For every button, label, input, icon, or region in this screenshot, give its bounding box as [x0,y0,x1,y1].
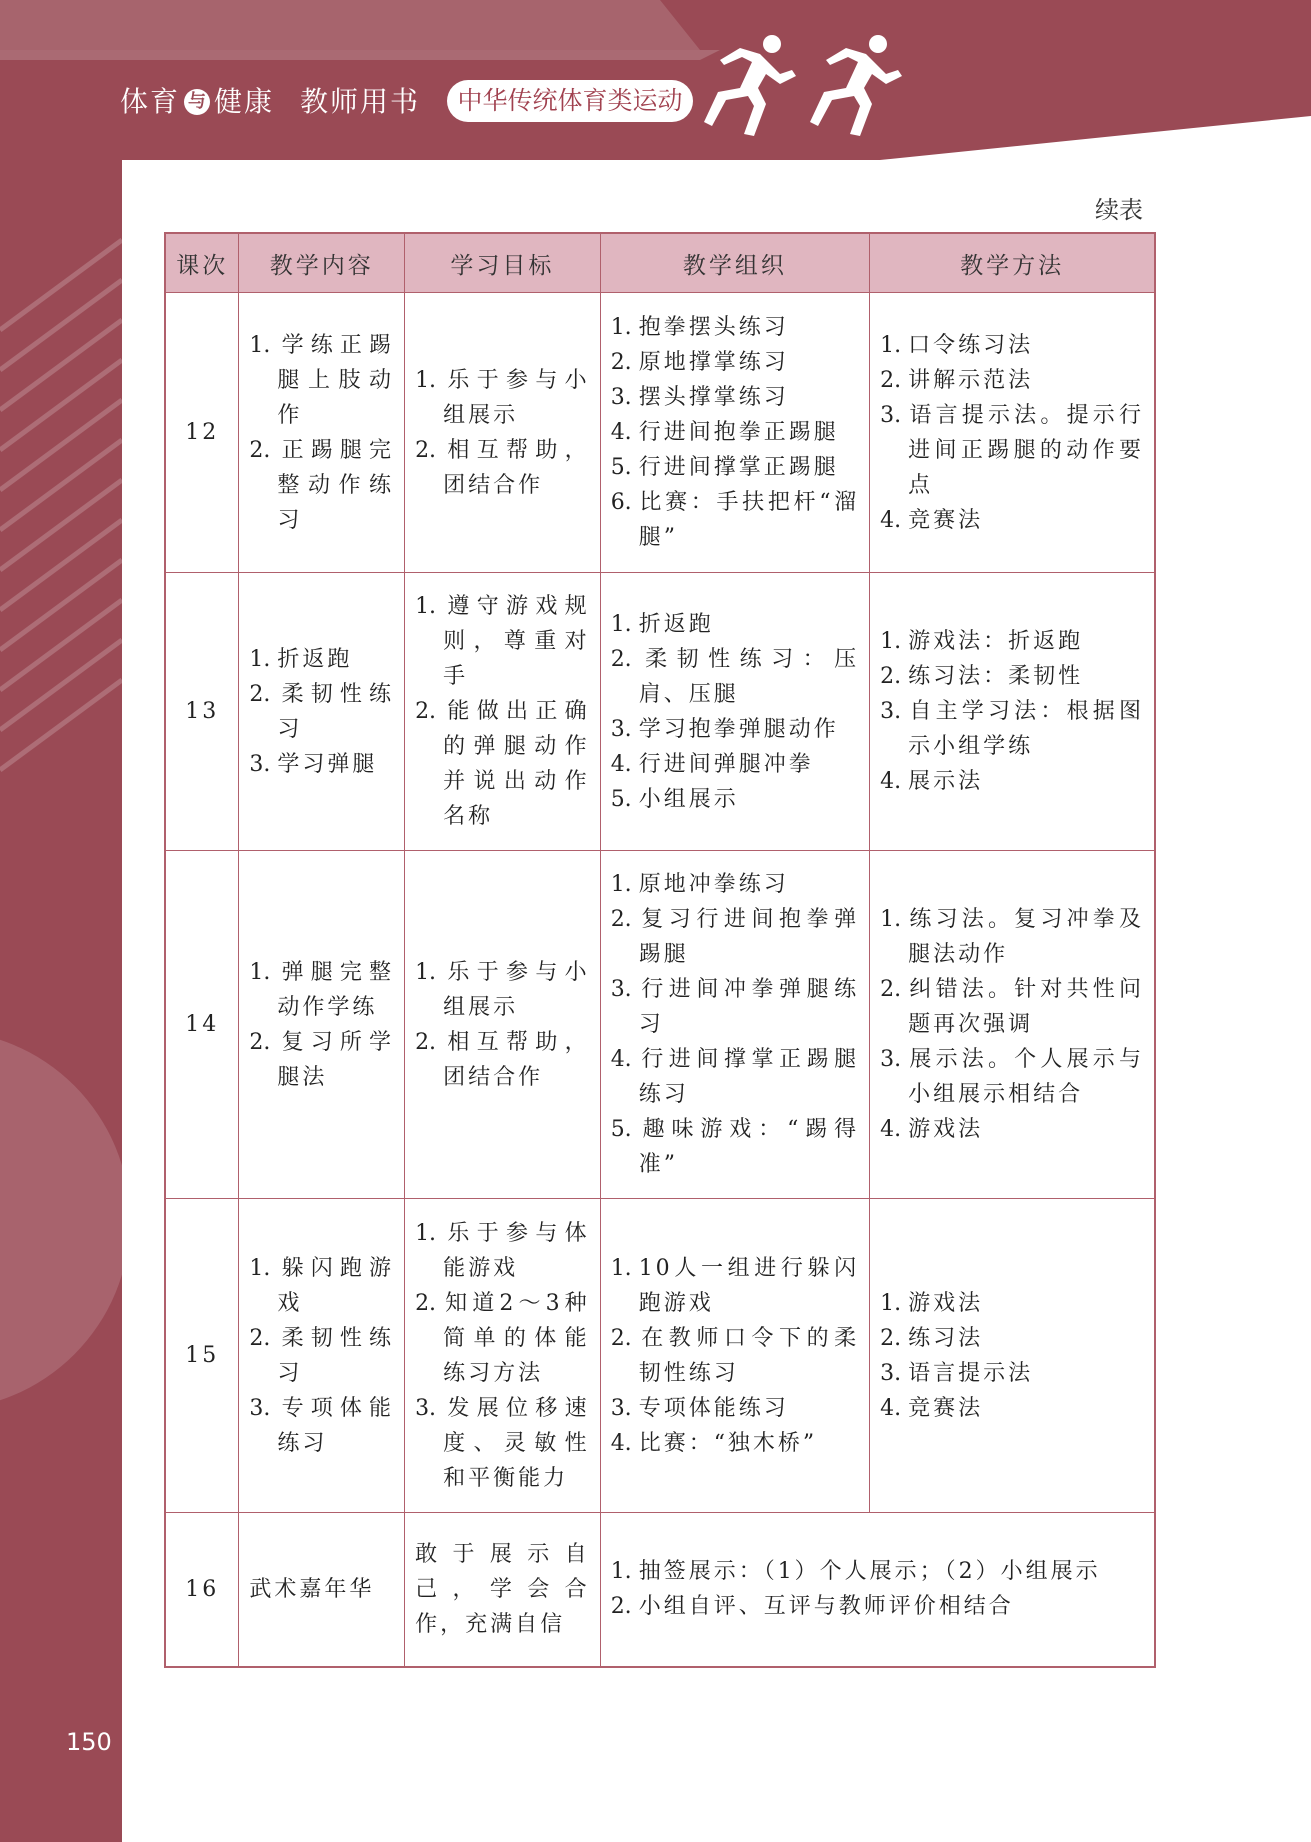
list-item: 1. 折返跑 [610,611,714,637]
table-row [165,1513,1155,1667]
continued-label: 续表 [1095,196,1143,224]
list-item: 4. 行进间撑掌正踢腿练习 [610,1047,860,1107]
list-item: 2. 讲解示范法 [880,367,1034,393]
lesson-number: 15 [165,1199,239,1513]
list-item: 2. 原地撑掌练习 [610,350,789,375]
list-item: 6. 比赛：手扶把杆“溜腿” [610,490,860,550]
list-item: 2. 练习法 [880,1325,984,1351]
book-title [120,80,420,124]
list-item: 4. 比赛：“独木桥” [610,1430,818,1456]
list-item: 5. 趣味游戏：“踢得准” [610,1117,860,1177]
list-item: 2. 练习法：柔韧性 [880,664,1084,689]
book-title-and: 与 [184,89,210,115]
list-item: 4. 行进间抱拳正踢腿 [610,420,839,445]
goals-cell [405,1199,601,1513]
list-item: 1. 躲闪跑游戏 [249,1255,395,1316]
methods-cell [870,293,1155,573]
list-item: 3. 专项体能练习 [249,1395,395,1456]
list-item: 2. 正踢腿完整动作练习 [249,437,395,533]
lesson-number: 13 [165,573,239,851]
methods-cell [870,851,1155,1199]
methods-cell [870,573,1155,851]
list-item: 1. 遵守游戏规则，尊重对手 [415,594,590,689]
goals-cell [405,1513,601,1667]
lesson-number: 14 [165,851,239,1199]
list-item: 2. 柔韧性练习 [249,1325,395,1386]
header-methods: 教学方法 [870,233,1155,293]
list-item: 1. 折返跑 [249,646,353,672]
content-cell [239,293,405,573]
goals-cell [405,293,601,573]
list-item: 3. 行进间冲拳弹腿练习 [610,977,860,1037]
table-row [165,293,1155,573]
list-item: 2. 小组自评、互评与教师评价相结合 [610,1594,1014,1620]
content-cell [239,1513,405,1667]
table-header-row [165,233,1155,293]
organization-cell [600,851,869,1199]
list-item: 2. 知道2～3种简单的体能练习方法 [415,1290,590,1386]
list-item: 1. 乐于参与小组展示 [415,367,590,428]
list-item: 2. 纠错法。针对共性问题再次强调 [880,977,1144,1037]
lesson-plan-table [164,232,1156,1668]
header-content: 教学内容 [239,233,405,293]
list-item: 2. 相互帮助，团结合作 [415,437,590,498]
book-subtitle: 教师用书 [300,85,421,118]
list-item: 1. 抱拳摆头练习 [610,315,789,340]
goals-cell [405,573,601,851]
list-item: 3. 学习抱拳弹腿动作 [610,716,839,742]
methods-cell [870,1199,1155,1513]
list-item: 1. 抽签展示：（1）个人展示；（2）小组展示 [610,1559,1101,1585]
header-lesson: 课次 [165,233,239,293]
list-item: 3. 学习弹腿 [249,751,378,777]
goals-text: 敢于展示自己，学会合作，充满自信 [415,1541,590,1637]
organization-cell [600,1199,869,1513]
header-goals: 学习目标 [405,233,601,293]
list-item: 2. 柔韧性练习 [249,681,395,742]
list-item: 1. 弹腿完整动作学练 [249,959,395,1020]
list-item: 4. 竞赛法 [880,507,984,533]
list-item: 1. 游戏法 [880,1290,984,1316]
header-organization: 教学组织 [600,233,869,293]
content-cell [239,1199,405,1513]
list-item: 1. 口令练习法 [880,332,1034,358]
lesson-number: 16 [165,1513,239,1667]
list-item: 3. 专项体能练习 [610,1395,789,1421]
list-item: 2. 柔韧性练习：压肩、压腿 [610,646,860,707]
list-item: 4. 展示法 [880,769,984,794]
list-item: 2. 在教师口令下的柔韧性练习 [610,1325,860,1386]
lesson-number: 12 [165,293,239,573]
book-title-health: 健康 [214,85,275,118]
content-cell [239,573,405,851]
goals-cell [405,851,601,1199]
list-item: 1. 乐于参与体能游戏 [415,1220,590,1281]
list-item: 3. 摆头撑掌练习 [610,385,789,410]
list-item: 2. 复习所学腿法 [249,1029,395,1090]
organization-cell [600,573,869,851]
two-runners-icon [700,30,930,140]
table-row [165,1199,1155,1513]
list-item: 5. 小组展示 [610,786,739,812]
list-item: 2. 复习行进间抱拳弹踢腿 [610,907,860,967]
list-item: 2. 相互帮助，团结合作 [415,1029,590,1090]
list-item: 3. 自主学习法：根据图示小组学练 [880,699,1144,759]
list-item: 2. 能做出正确的弹腿动作并说出动作名称 [415,699,590,829]
list-item: 1. 原地冲拳练习 [610,872,789,897]
list-item: 5. 行进间撑掌正踢腿 [610,455,839,480]
organization-cell [600,293,869,573]
list-item: 3. 语言提示法 [880,1360,1034,1386]
organization-methods-cell [600,1513,1155,1667]
list-item: 4. 行进间弹腿冲拳 [610,751,814,777]
list-item: 3. 语言提示法。提示行进间正踢腿的动作要点 [880,402,1144,498]
list-item: 1. 学练正踢腿上肢动作 [249,332,395,428]
chapter-label: 中华传统体育类运动 [447,80,693,122]
list-item: 1. 练习法。复习冲拳及腿法动作 [880,907,1144,967]
list-item: 3. 发展位移速度、灵敏性和平衡能力 [415,1395,590,1491]
list-item: 1. 10人一组进行躲闪跑游戏 [610,1255,860,1316]
list-item: 4. 竞赛法 [880,1395,984,1421]
list-item: 4. 游戏法 [880,1117,984,1142]
list-item: 1. 乐于参与小组展示 [415,959,590,1020]
content-cell [239,851,405,1199]
table-row [165,851,1155,1199]
list-item: 3. 展示法。个人展示与小组展示相结合 [880,1047,1144,1107]
table-row [165,573,1155,851]
book-title-pe: 体育 [120,85,181,118]
list-item: 1. 游戏法：折返跑 [880,629,1084,654]
page-number: 150 [66,1728,112,1756]
content-text: 武术嘉年华 [249,1576,375,1602]
